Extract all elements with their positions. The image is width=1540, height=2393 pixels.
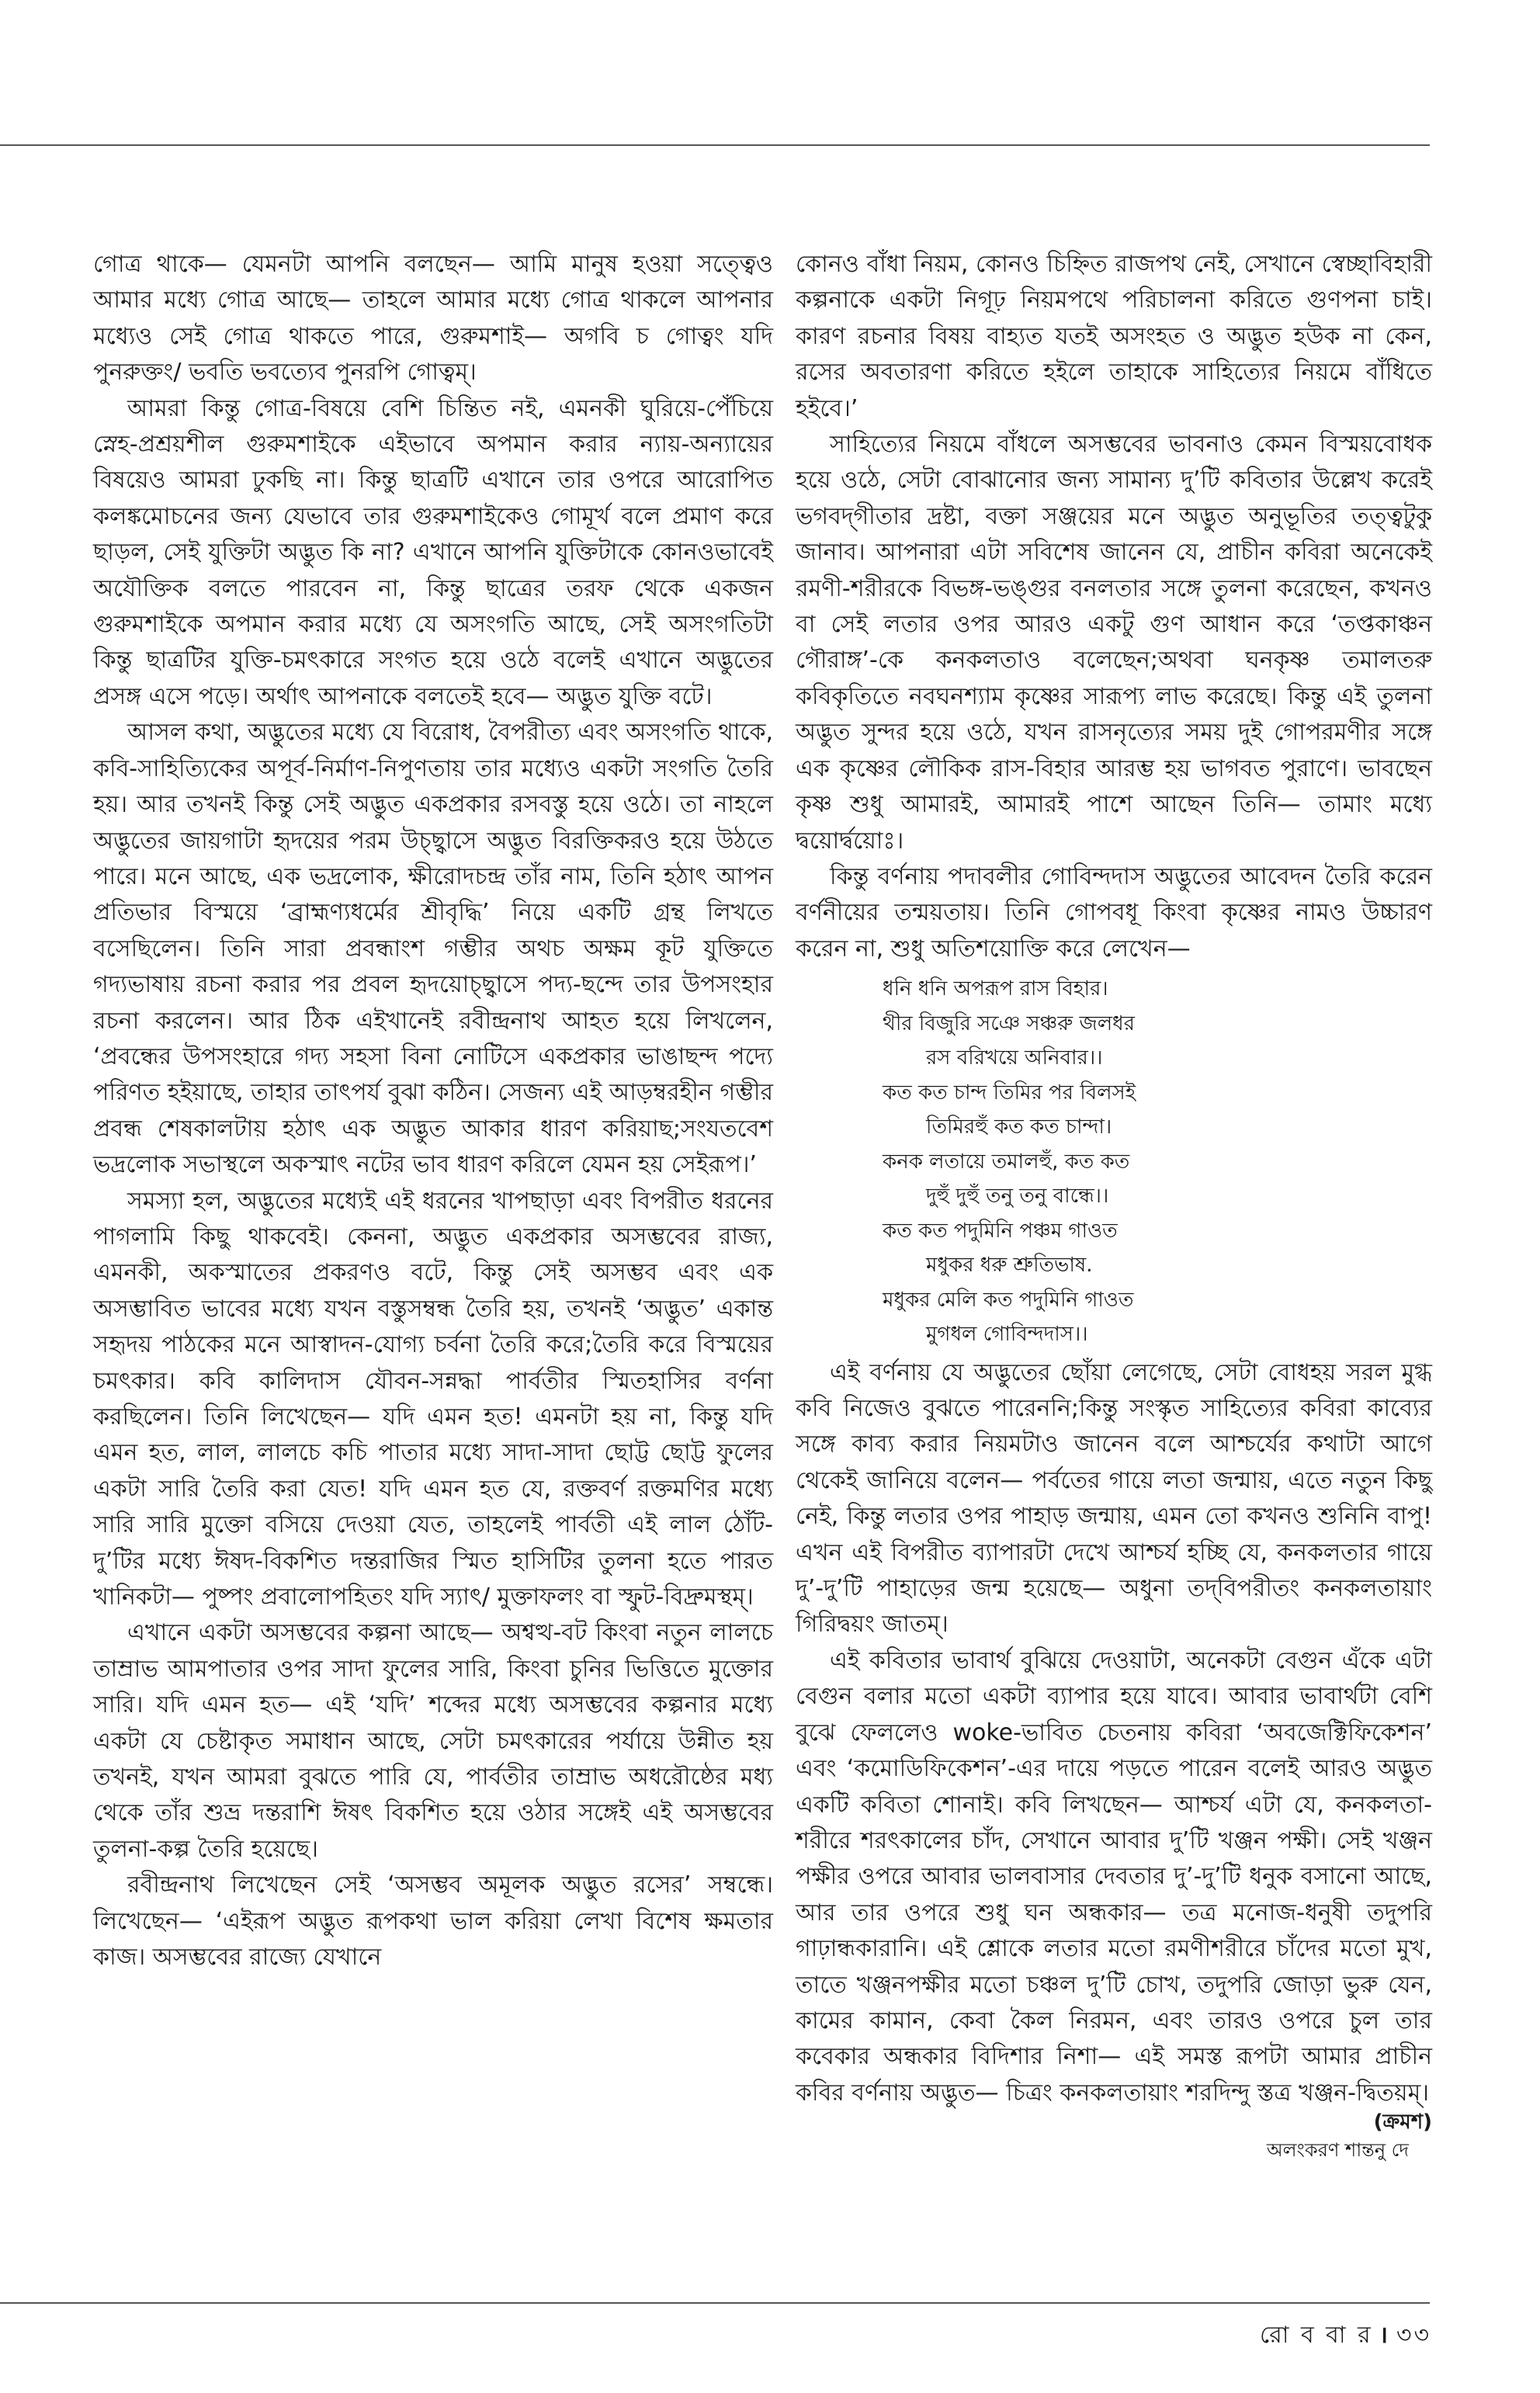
poem-line: ধনি ধনি অপরূপ রাস বিহার। [883, 977, 1108, 1001]
poem-line: মধুকর ধরু শ্রুতিভাষ. [926, 1254, 1093, 1278]
poem-line: রস বরিখয়ে অনিবার।। [926, 1046, 1103, 1070]
continued-label: (ক্রমশ) [1373, 2110, 1432, 2135]
left-column [93, 247, 773, 1976]
paragraph: গোত্র থাকে— যেমনটা আপনি বলছেন— আমি মানুষ হওয়া সত্ত্বেও আমার মধ্যে গোত্র আছে— তাহলে আমার মধ্যে গোত্র থাকলে আপনার মধ্যেও সেই গোত্র থাকতে পারে, গুরুমশাই— অগবি চ গোত্বং যদি পুনরুক্তং/ ভবতি ভবত্যেব পুনরপি গোত্বম্। [93, 251, 773, 387]
footer-separator: । [1379, 2322, 1390, 2349]
paragraph: আমরা কিন্তু গোত্র-বিষয়ে বেশি চিন্তিত নই, এমনকী ঘুরিয়ে-পেঁচিয়ে স্নেহ-প্রশ্রয়শীল গুরুমশাইকে এইভাবে অপমান করার ন্যায়-অন্যায়ের বিষয়েও আমরা ঢুকছি না। কিন্তু ছাত্রটি এখানে তার ওপরে আরোপিত কলঙ্কমোচনের জন্য যেভাবে তার গুরুমশাইকেও গোমূর্খ বলে প্রমাণ করে ছাড়ল, সেই যুক্তিটা অদ্ভুত কি না? এখানে আপনি যুক্তিটাকে কোনওভাবেই অযৌক্তিক বলতে পারবেন না, কিন্তু ছাত্রের তরফ থেকে একজন গুরুমশাইকে অপমান করার মধ্যে যে অসংগতি আছে, সেই অসংগতিটা কিন্তু ছাত্রটির যুক্তি-চমৎকারে সংগত হয়ে ওঠে বলেই এখানে অদ্ভুতের প্রসঙ্গ এসে পড়ে। অর্থাৎ আপনাকে বলতেই হবে— অদ্ভুত যুক্তি বটে। [93, 394, 773, 710]
poem-quote [796, 972, 1432, 1352]
poem-line: কনক লতায়ে তমালহুঁ, কত কত [883, 1150, 1130, 1174]
paragraph: রবীন্দ্রনাথ লিখেছেন সেই ‘অসম্ভব অমূলক অদ্ভুত রসের’ সম্বন্ধে। লিখেছেন— ‘এইরূপ অদ্ভুত রূপকথা ভাল করিয়া লেখা বিশেষ ক্ষমতার কাজ। অসম্ভবের রাজ্যে যেখানে [93, 1871, 773, 1972]
poem-line: মুগধল গোবিন্দদাস।। [926, 1323, 1088, 1347]
magazine-name: রো ব বা র [1260, 2322, 1373, 2349]
paragraph: এখানে একটা অসম্ভবের কল্পনা আছে— অশ্বত্থ-বট কিংবা নতুন লালচে তাম্রাভ আমপাতার ওপর সাদা ফুলের সারি, কিংবা চুনির ভিত্তিতে মুক্তোর সারি। যদি এমন হত— এই ‘যদি’ শব্দের মধ্যে অসম্ভবের কল্পনার মধ্যে একটা যে চেষ্টাকৃত সমাধান আছে, সেটা চমৎকারের পর্যায়ে উন্নীত হয় তখনই, যখন আমরা বুঝতে পারি যে, পার্বতীর তাম্রাভ অধরৌষ্ঠের মধ্য থেকে তাঁর শুভ্র দন্তরাশি ঈষৎ বিকশিত হয়ে ওঠার সঙ্গেই এই অসম্ভবের তুলনা-কল্প তৈরি হয়েছে। [93, 1619, 773, 1863]
paragraph: এই কবিতার ভাবার্থ বুঝিয়ে দেওয়াটা, অনেকটা বেগুন এঁকে এটা বেগুন বলার মতো একটা ব্যাপার হয়ে যাবে। আবার ভাবার্থটা বেশি বুঝে ফেললেও woke-ভাবিত চেতনায় কবিরা ‘অবজেক্টিফিকেশন’ এবং ‘কমোডিফিকেশন’-এর দায়ে পড়তে পারেন বলেই আরও অদ্ভুত একটি কবিতা শোনাই। কবি লিখছেন— আশ্চর্য এটা যে, কনকলতা-শরীরে শরৎকালের চাঁদ, সেখানে আবার দু’টি খঞ্জন পক্ষী। সেই খঞ্জন পক্ষীর ওপরে আবার ভালবাসার দেবতার দু’-দু’টি ধনুক বসানো আছে, আর তার ওপরে শুধু ঘন অন্ধকার— তত্র মনোজ-ধনুষী তদুপরি গাঢ়ান্ধকারানি। এই শ্লোকে লতার মতো রমণীশরীরে চাঁদের মতো মুখ, তাতে খঞ্জনপক্ষীর মতো চঞ্চল দু’টি চোখ, তদুপরি জোড়া ভুরু যেন, কামের কামান, কেবা কৈল নিরমন, এবং তারও ওপরে চুল তার কবেকার অন্ধকার বিদিশার নিশা— এই সমস্ত রূপটা আমার প্রাচীন কবির বর্ণনায় অদ্ভুত— চিত্রং কনকলতায়াং শরদিন্দু স্তত্র খঞ্জন-দ্বিতয়ম্। [796, 1646, 1432, 2107]
poem-line: কত কত চান্দ তিমির পর বিলসই [883, 1080, 1136, 1105]
bottom-rule [0, 2302, 1430, 2304]
poem-line: তিমিরহুঁ কত কত চান্দা। [926, 1115, 1112, 1139]
right-column [796, 247, 1432, 2164]
illustration-credit: অলংকরণ শান্তনু দে [1266, 2139, 1409, 2162]
page-number: ৩৩ [1396, 2322, 1431, 2349]
poem-line: দুহুঁ দুহুঁ তনু তনু বান্ধে।। [926, 1184, 1109, 1209]
poem-line: থীর বিজুরি সঞে সঞ্চরু জলধর [883, 1011, 1135, 1035]
poem-line: কত কত পদুমিনি পঞ্চম গাওত [883, 1219, 1118, 1243]
page-footer [1260, 2316, 1431, 2356]
paragraph: আসল কথা, অদ্ভুতের মধ্যে যে বিরোধ, বৈপরীত্য এবং অসংগতি থাকে, কবি-সাহিত্যিকের অপূর্ব-নির্মাণ-নিপুণতায় তার মধ্যেও একটা সংগতি তৈরি হয়। আর তখনই কিন্তু সেই অদ্ভুত একপ্রকার রসবস্তু হয়ে ওঠে। তা নাহলে অদ্ভুতের জায়গাটা হৃদয়ের পরম উচ্ছ্বাসে অদ্ভুত বিরক্তিকরও হয়ে উঠতে পারে। মনে আছে, এক ভদ্রলোক, ক্ষীরোদচন্দ্র তাঁর নাম, তিনি হঠাৎ আপন প্রতিভার বিস্ময়ে ‘ব্রাহ্মণ্যধর্মের শ্রীবৃদ্ধি’ নিয়ে একটি গ্রন্থ লিখতে বসেছিলেন। তিনি সারা প্রবন্ধাংশ গম্ভীর অথচ অক্ষম কূট যুক্তিতে গদ্যভাষায় রচনা করার পর প্রবল হৃদয়োচ্ছ্বাসে পদ্য-ছন্দে তার উপসংহার রচনা করলেন। আর ঠিক এইখানেই রবীন্দ্রনাথ আহত হয়ে লিখলেন, ‘প্রবন্ধের উপসংহারে গদ্য সহসা বিনা নোটিসে একপ্রকার ভাঙাছন্দ পদ্যে পরিণত হইয়াছে, তাহার তাৎপর্য বুঝা কঠিন। সেজন্য এই আড়ম্বরহীন গম্ভীর প্রবন্ধ শেষকালটায় হঠাৎ এক অদ্ভুত আকার ধারণ করিয়াছ;সংযতবেশ ভদ্রলোক সভাস্থলে অকস্মাৎ নটের ভাব ধারণ করিলে যেমন হয় সেইরূপ।’ [93, 719, 773, 1179]
paragraph: সমস্যা হল, অদ্ভুতের মধ্যেই এই ধরনের খাপছাড়া এবং বিপরীত ধরনের পাগলামি কিছু থাকবেই। কেননা, অদ্ভুত একপ্রকার অসম্ভবের রাজ্য, এমনকী, অকস্মাতের প্রকরণও বটে, কিন্তু সেই অসম্ভব এবং এক অসম্ভাবিত ভাবের মধ্যে যখন বস্তুসম্বন্ধ তৈরি হয়, তখনই ‘অদ্ভুত’ একান্ত সহৃদয় পাঠকের মনে আস্বাদন-যোগ্য চর্বনা তৈরি করে;তৈরি করে বিস্ময়ের চমৎকার। কবি কালিদাস যৌবন-সন্নদ্ধা পার্বতীর স্মিতহাসির বর্ণনা করছিলেন। তিনি লিখেছেন— যদি এমন হত! এমনটা হয় না, কিন্তু যদি এমন হত, লাল, লালচে কচি পাতার মধ্যে সাদা-সাদা ছোট্ট ছোট্ট ফুলের একটা সারি তৈরি করা যেত! যদি এমন হত যে, রক্তবর্ণ রক্তমণির মধ্যে সারি সারি মুক্তো বসিয়ে দেওয়া যেত, তাহলেই পার্বতী এই লাল ঠোঁট-দু’টির মধ্যে ঈষদ-বিকশিত দন্তরাজির স্মিত হাসিটির তুলনা হতে পারত খানিকটা— পুষ্পং প্রবালোপহিতং যদি স্যাৎ/ মুক্তাফলং বা স্ফুট-বিদ্রুমস্থম্। [93, 1187, 773, 1611]
paragraph: সাহিত্যের নিয়মে বাঁধলে অসম্ভবের ভাবনাও কেমন বিস্ময়বোধক হয়ে ওঠে, সেটা বোঝানোর জন্য সামান্য দু’টি কবিতার উল্লেখ করেই ভগবদ্‌গীতার দ্রষ্টা, বক্তা সঞ্জয়ের মনে অদ্ভুত অনুভূতির তত্ত্বটুকু জানাব। আপনারা এটা সবিশেষ জানেন যে, প্রাচীন কবিরা অনেকেই রমণী-শরীরকে বিভঙ্গ-ভঙ্গুর বনলতার সঙ্গে তুলনা করেছেন, কখনও বা সেই লতার ওপর আরও একটু গুণ আধান করে ‘তপ্তকাঞ্চন গৌরাঙ্গ’-কে কনকলতাও বলেছেন;অথবা ঘনকৃষ্ণ তমালতরু কবিকৃতিতে নবঘনশ্যাম কৃষ্ণের সারূপ্য লাভ করেছে। কিন্তু এই তুলনা অদ্ভুত সুন্দর হয়ে ওঠে, যখন রাসনৃত্যের সময় দুই গোপরমণীর সঙ্গে এক কৃষ্ণের লৌকিক রাস-বিহার আরম্ভ হয় ভাগবত পুরাণে। ভাবছেন কৃষ্ণ শুধু আমারই, আমারই পাশে আছেন তিনি— তামাং মধ্যে দ্বয়োর্দ্বয়োঃ। [796, 431, 1432, 855]
top-rule [0, 144, 1430, 146]
paragraph: কিন্তু বর্ণনায় পদাবলীর গোবিন্দদাস অদ্ভুতের আবেদন তৈরি করেন বর্ণনীয়ের তন্ময়তায়। তিনি গোপবধূ কিংবা কৃষ্ণের নামও উচ্চারণ করেন না, শুধু অতিশয়োক্তি করে লেখেন— [796, 862, 1432, 962]
poem-line: মধুকর মেলি কত পদুমিনি গাওত [883, 1288, 1134, 1312]
paragraph: এই বর্ণনায় যে অদ্ভুতের ছোঁয়া লেগেছে, সেটা বোধহয় সরল মুগ্ধ কবি নিজেও বুঝতে পারেননি;কিন্তু সংস্কৃত সাহিত্যের কবিরা কাব্যের সঙ্গে কাব্য করার নিয়মটাও জানেন বলে আশ্চর্যের কথাটা আগে থেকেই জানিয়ে বলেন— পর্বতের গায়ে লতা জন্মায়, এতে নতুন কিছু নেই, কিন্তু লতার ওপর পাহাড় জন্মায়, এমন তো কখনও শুনিনি বাপু! এখন এই বিপরীত ব্যাপারটা দেখে আশ্চর্য হচ্ছি যে, কনকলতার গায়ে দু’-দু’টি পাহাড়ের জন্ম হয়েছে— অধুনা তদ্‌বিপরীতং কনকলতায়াং গিরিদ্বয়ং জাতম্। [796, 1358, 1432, 1639]
paragraph: কোনও বাঁধা নিয়ম, কোনও চিহ্নিত রাজপথ নেই, সেখানে স্বেচ্ছাবিহারী কল্পনাকে একটা নিগূঢ় নিয়মপথে পরিচালনা করিতে গুণপনা চাই। কারণ রচনার বিষয় বাহ্যত যতই অসংহত ও অদ্ভুত হউক না কেন, রসের অবতারণা করিতে হইলে তাহাকে সাহিত্যের নিয়মে বাঁধিতে হইবে।’ [796, 251, 1432, 422]
